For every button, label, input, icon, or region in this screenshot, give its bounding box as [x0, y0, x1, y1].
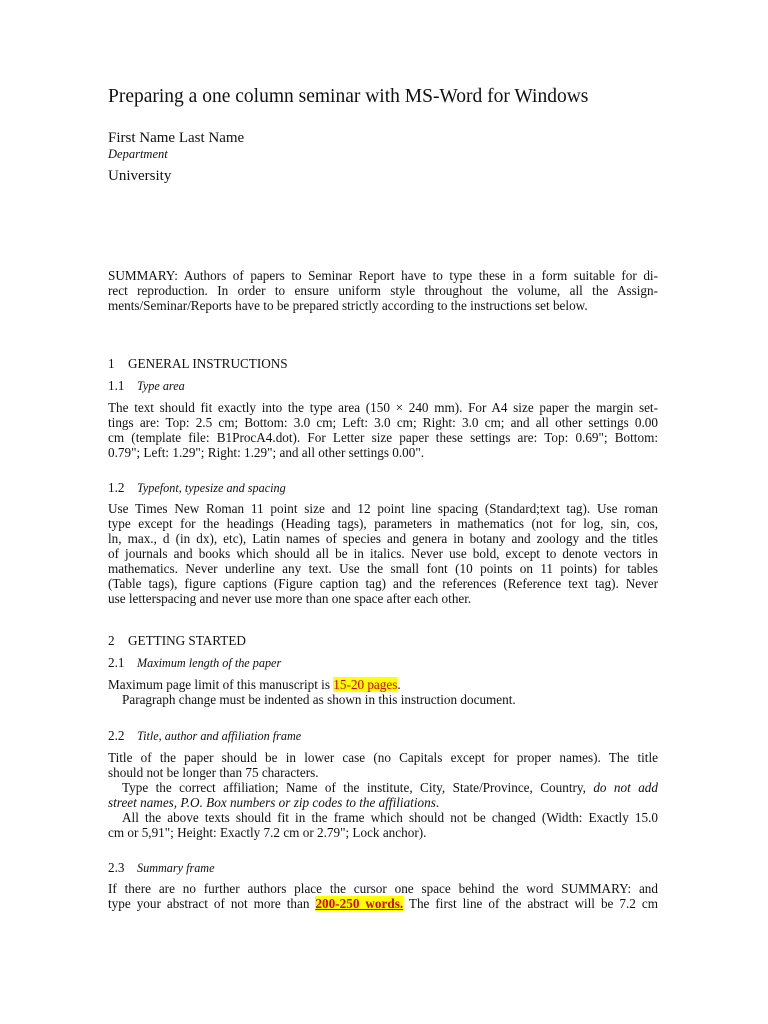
paragraph-line: (Table tags), figure captions (Figure caption tag) and the references (Reference text tag). Never — [108, 576, 658, 591]
subsection-title: Title, author and affiliation frame — [137, 729, 302, 743]
paragraph-line: type except for the headings (Heading tags), parameters in mathematics (not for log, sin, cos, — [108, 516, 658, 531]
text-run: The first line of the abstract will be 7.2 cm — [403, 896, 658, 911]
subsection-number: 1.1 — [108, 378, 125, 393]
subsection-heading — [108, 655, 281, 671]
paragraph-line: of journals and books which should all be in italics. Never use bold, except to denote vectors in — [108, 546, 658, 561]
paragraph-line — [108, 677, 658, 692]
section-title: GETTING STARTED — [128, 633, 246, 648]
word-limit-highlight: 200-250 words. — [315, 896, 404, 911]
paragraph-line — [108, 896, 658, 911]
subsection-number: 2.3 — [108, 860, 125, 875]
subsection-heading — [108, 378, 185, 394]
paragraph-line: use letterspacing and never use more than one space after each other. — [108, 591, 472, 606]
subsection-number: 2.1 — [108, 655, 125, 670]
paragraph-line — [108, 795, 658, 810]
paragraph-line: If there are no further authors place the cursor one space behind the word SUMMARY: and — [108, 881, 658, 896]
section-number: 1 — [108, 356, 115, 371]
page-limit-highlight: 15-20 pages — [333, 677, 398, 692]
paragraph-line: tings are: Top: 2.5 cm; Bottom: 3.0 cm; Left: 3.0 cm; Right: 3.0 cm; and all other settings 0.00 — [108, 415, 658, 430]
paragraph-line: The text should fit exactly into the type area (150 × 240 mm). For A4 size paper the margin set- — [108, 400, 658, 415]
typefont-paragraph — [108, 501, 658, 606]
subsection-heading — [108, 860, 215, 876]
section-heading — [108, 356, 288, 372]
subsection-title: Maximum length of the paper — [137, 656, 282, 670]
paragraph-line: 0.79"; Left: 1.29"; Right: 1.29"; and all other settings 0.00". — [108, 445, 425, 460]
author-name: First Name Last Name — [108, 130, 245, 146]
paragraph-line: should not be longer than 75 characters. — [108, 765, 319, 780]
paragraph-line: All the above texts should fit in the frame which should not be changed (Width: Exactly 15.0 — [122, 810, 658, 825]
paragraph-line — [108, 780, 658, 795]
text-run: . — [435, 795, 440, 810]
summary-paragraph — [108, 268, 658, 313]
summary-line: rect reproduction. In order to ensure uniform style throughout the volume, all the Assign- — [108, 283, 658, 298]
title-frame-paragraph — [108, 750, 658, 840]
paragraph-line: cm (template file: B1ProcA4.dot). For Letter size paper these settings are: Top: 0.69"; Bottom: — [108, 430, 658, 445]
text-run: type your abstract of not more than — [108, 896, 316, 911]
document-title: Preparing a one column seminar with MS-Word for Windows — [108, 86, 589, 107]
section-number: 2 — [108, 633, 115, 648]
italic-run: do not add — [593, 780, 658, 795]
subsection-title: Summary frame — [137, 861, 215, 875]
subsection-heading — [108, 480, 286, 496]
paragraph-line: cm or 5,91"; Height: Exactly 7.2 cm or 2.79"; Lock anchor). — [108, 825, 427, 840]
author-university: University — [108, 168, 172, 184]
author-department: Department — [108, 147, 168, 161]
paragraph-line: Title of the paper should be in lower case (no Capitals except for proper names). The title — [108, 750, 658, 765]
subsection-title: Type area — [137, 379, 185, 393]
subsection-number: 2.2 — [108, 728, 125, 743]
summary-line: ments/Seminar/Reports have to be prepared strictly according to the instructions set below. — [108, 298, 588, 313]
text-run: . — [397, 677, 401, 692]
section-title: GENERAL INSTRUCTIONS — [128, 356, 288, 371]
paragraph-line: mathematics. Never underline any text. Use the small font (10 points on 11 points) for tables — [108, 561, 658, 576]
max-length-paragraph — [108, 677, 658, 707]
type-area-paragraph — [108, 400, 658, 460]
text-run: Maximum page limit of this manuscript is — [108, 677, 334, 692]
paragraph-line: Paragraph change must be indented as shown in this instruction document. — [122, 692, 516, 707]
section-heading — [108, 633, 246, 649]
summary-line: SUMMARY: Authors of papers to Seminar Report have to type these in a form suitable for di- — [108, 268, 658, 283]
subsection-heading — [108, 728, 301, 744]
italic-run: street names, P.O. Box numbers or zip codes to the affiliations — [108, 795, 436, 810]
paragraph-line: Use Times New Roman 11 point size and 12 point line spacing (Standard;text tag). Use roman — [108, 501, 658, 516]
paragraph-line: ln, max., d (in dx), etc), Latin names of species and genera in botany and zoology and the titles — [108, 531, 658, 546]
subsection-title: Typefont, typesize and spacing — [137, 481, 286, 495]
subsection-number: 1.2 — [108, 480, 125, 495]
summary-frame-paragraph — [108, 881, 658, 911]
text-run: Type the correct affiliation; Name of the institute, City, State/Province, Country, — [122, 780, 594, 795]
